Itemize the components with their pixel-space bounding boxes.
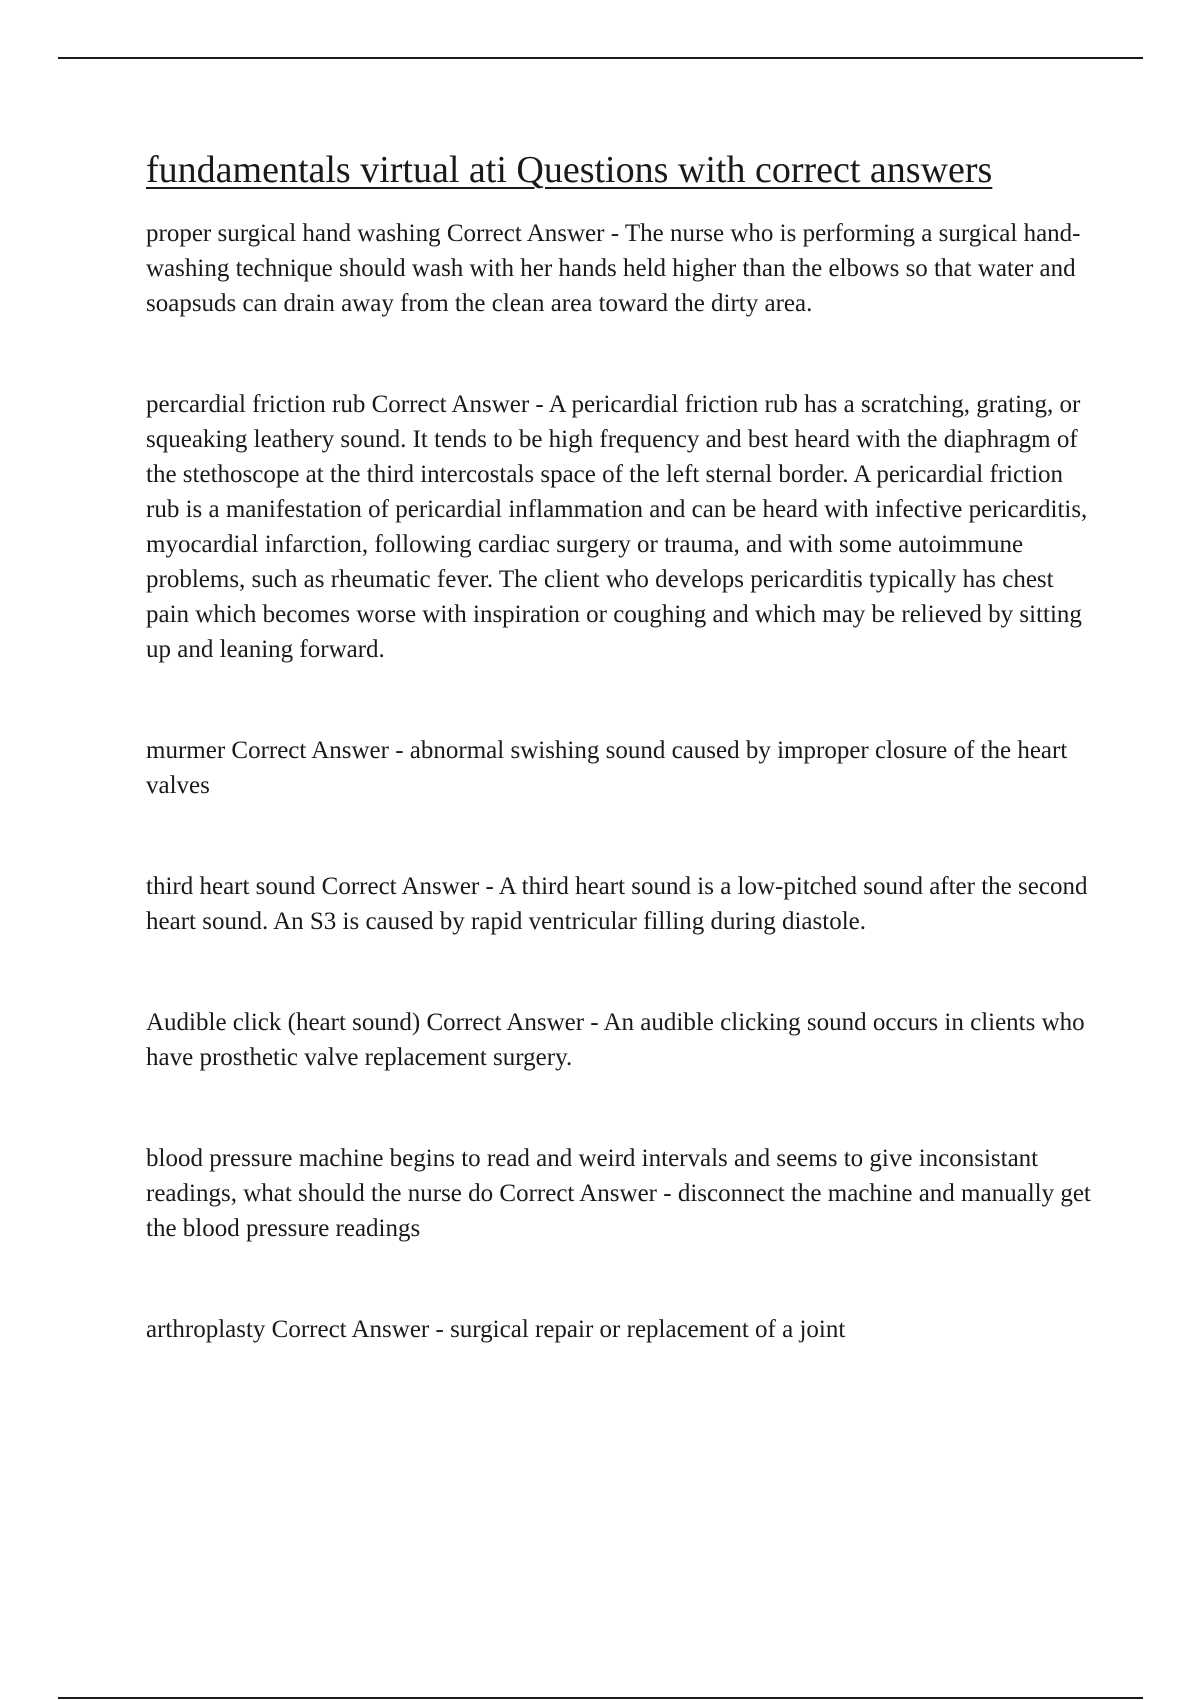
qa-entry-murmur: murmer Correct Answer - abnormal swishing sound caused by improper closure of the heart valves (146, 737, 1068, 799)
qa-entry-surgical-hand-washing: proper surgical hand washing Correct Answer - The nurse who is performing a surgical hand-washing technique should wash with her hands held higher than the elbows so that water and soapsuds can drain away from the clean area toward the dirty area. (146, 220, 1081, 317)
document-title: fundamentals virtual ati Questions with correct answers (146, 149, 993, 191)
qa-entry-arthroplasty: arthroplasty Correct Answer - surgical repair or replacement of a joint (146, 1316, 846, 1343)
top-rule (58, 57, 1143, 59)
qa-entry-third-heart-sound: third heart sound Correct Answer - A third heart sound is a low-pitched sound after the second heart sound. An S3 is caused by rapid ventricular filling during diastole. (146, 873, 1088, 935)
document-body (146, 146, 1096, 1347)
qa-entry-blood-pressure-machine: blood pressure machine begins to read and weird intervals and seems to give inconsistant readings, what should the nurse do Correct Answer - disconnect the machine and manually get the blood pressure readings (146, 1145, 1091, 1242)
bottom-rule (58, 1697, 1143, 1699)
qa-entry-pericardial-friction-rub: percardial friction rub Correct Answer - A pericardial friction rub has a scratching, grating, or squeaking leathery sound. It tends to be high frequency and best heard with the diaphragm of the stethoscope at the third intercostals space of the left sternal border. A pericardial friction rub is a manifestation of pericardial inflammation and can be heard with infective pericarditis, myocardial infarction, following cardiac surgery or trauma, and with some autoimmune problems, such as rheumatic fever. The client who develops pericarditis typically has chest pain which becomes worse with inspiration or coughing and which may be relieved by sitting up and leaning forward. (146, 391, 1088, 663)
qa-entry-audible-click: Audible click (heart sound) Correct Answer - An audible clicking sound occurs in clients who have prosthetic valve replacement surgery. (146, 1009, 1085, 1071)
